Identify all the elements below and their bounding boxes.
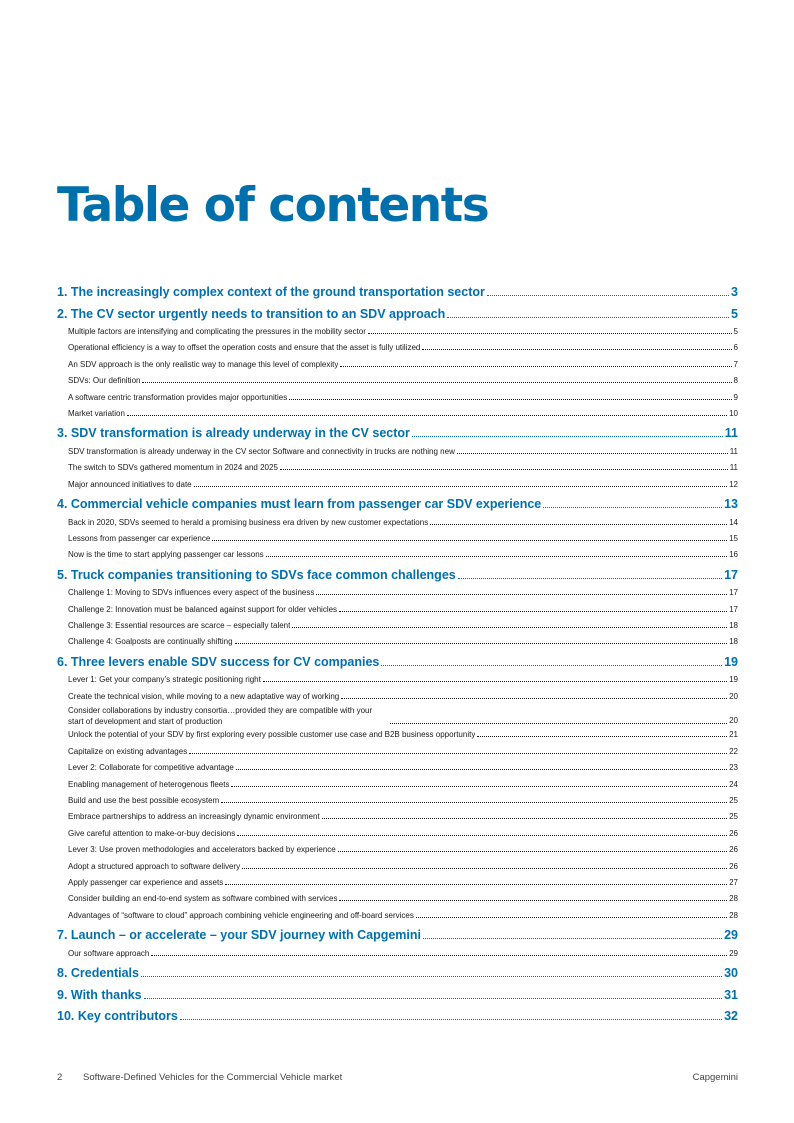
table-of-contents (57, 282, 738, 1027)
toc-entry-label: Adopt a structured approach to software delivery (68, 861, 241, 871)
toc-entry-label: A software centric transformation provides major opportunities (68, 392, 288, 402)
toc-entry-label: Unlock the potential of your SDV by first exploring every possible customer use case and B2B business opportunity (68, 730, 476, 740)
toc-entry-page-number: 5 (731, 306, 738, 321)
toc-subsection-entry[interactable] (57, 585, 738, 601)
toc-subsection-entry[interactable] (57, 340, 738, 356)
toc-subsection-entry[interactable] (57, 444, 738, 460)
toc-dot-leader (416, 911, 727, 918)
toc-entry-page-number: 3 (731, 285, 738, 299)
toc-dot-leader (141, 967, 722, 977)
page-title: Table of contents (57, 178, 489, 233)
toc-entry-page-number: 17 (729, 588, 738, 598)
toc-entry-label: Consider collaborations by industry consortia…provided they are compatible with your start of development and start of production (68, 706, 373, 727)
toc-section-entry[interactable] (57, 925, 738, 946)
toc-entry-page-number: 30 (724, 966, 738, 981)
toc-dot-leader (316, 588, 727, 595)
toc-entry-label: Advantages of “software to cloud” approach combining vehicle engineering and off-board services (68, 910, 414, 920)
toc-entry-page-number: 20 (729, 716, 738, 726)
toc-entry-page-number: 29 (724, 928, 738, 943)
toc-subsection-entry[interactable] (57, 373, 738, 389)
toc-entry-page-number: 14 (729, 517, 738, 527)
toc-subsection-entry[interactable] (57, 875, 738, 891)
toc-dot-leader (144, 988, 722, 998)
toc-entry-page-number: 16 (729, 550, 738, 560)
toc-dot-leader (487, 286, 729, 296)
toc-subsection-entry[interactable] (57, 946, 738, 962)
toc-entry-page-number: 23 (729, 763, 738, 773)
toc-entry-label: The switch to SDVs gathered momentum in 2024 and 2025 (68, 463, 278, 473)
toc-entry-page-number: 26 (729, 861, 738, 871)
toc-entry-label: Back in 2020, SDVs seemed to herald a promising business era driven by new customer expectations (68, 517, 429, 527)
toc-dot-leader (339, 894, 727, 901)
toc-subsection-entry[interactable] (57, 634, 738, 650)
toc-subsection-entry[interactable] (57, 760, 738, 776)
toc-entry-page-number: 20 (729, 691, 738, 701)
toc-subsection-entry[interactable] (57, 618, 738, 634)
toc-subsection-entry[interactable] (57, 531, 738, 547)
toc-entry-page-number: 8 (733, 376, 738, 386)
toc-entry-label: 10. Key contributors (57, 1009, 178, 1024)
toc-entry-label: Create the technical vision, while moving to a new adaptative way of working (68, 691, 340, 701)
toc-entry-label: Give careful attention to make-or-buy decisions (68, 828, 236, 838)
toc-dot-leader (457, 447, 728, 454)
toc-dot-leader (322, 812, 727, 819)
toc-entry-page-number: 17 (724, 567, 738, 582)
toc-entry-page-number: 18 (729, 637, 738, 647)
toc-subsection-entry[interactable] (57, 390, 738, 406)
toc-dot-leader (212, 534, 727, 541)
toc-entry-page-number: 5 (733, 327, 738, 336)
toc-entry-label: SDVs: Our definition (68, 376, 141, 386)
toc-section-entry[interactable] (57, 652, 738, 673)
toc-subsection-entry[interactable] (57, 324, 738, 340)
toc-entry-label: 6. Three levers enable SDV success for CV companies (57, 654, 380, 669)
toc-subsection-entry[interactable] (57, 809, 738, 825)
toc-section-entry[interactable] (57, 963, 738, 984)
toc-dot-leader (477, 730, 727, 737)
toc-dot-leader (180, 1010, 722, 1020)
toc-dot-leader (368, 327, 732, 334)
toc-entry-page-number: 15 (729, 533, 738, 543)
toc-entry-label: Capitalize on existing advantages (68, 746, 188, 756)
toc-entry-label: 5. Truck companies transitioning to SDVs face common challenges (57, 567, 456, 582)
toc-entry-label: Multiple factors are intensifying and complicating the pressures in the mobility sector (68, 327, 366, 336)
toc-entry-label: 4. Commercial vehicle companies must learn from passenger car SDV experience (57, 497, 542, 512)
toc-dot-leader (458, 568, 722, 578)
toc-entry-page-number: 26 (729, 828, 738, 838)
toc-entry-label: An SDV approach is the only realistic way to manage this level of complexity (68, 359, 339, 369)
footer-document-title: Software-Defined Vehicles for the Commercial Vehicle market (83, 1072, 343, 1083)
toc-dot-leader (341, 692, 727, 699)
toc-entry-page-number: 10 (729, 408, 738, 418)
toc-dot-leader (289, 393, 731, 400)
toc-entry-page-number: 29 (729, 948, 738, 958)
toc-entry-page-number: 17 (729, 604, 738, 614)
toc-dot-leader (338, 845, 727, 852)
toc-entry-label: Embrace partnerships to address an increasingly dynamic environment (68, 812, 320, 822)
toc-entry-page-number: 6 (733, 343, 738, 353)
toc-section-entry[interactable] (57, 494, 738, 515)
toc-entry-label: Consider building an end-to-end system as software combined with services (68, 894, 338, 904)
toc-dot-leader (263, 675, 727, 682)
toc-subsection-entry[interactable] (57, 859, 738, 875)
toc-entry-page-number: 24 (729, 779, 738, 789)
toc-subsection-entry[interactable] (57, 672, 738, 688)
toc-subsection-entry[interactable] (57, 908, 738, 924)
toc-subsection-entry[interactable] (57, 406, 738, 422)
toc-subsection-entry[interactable] (57, 460, 738, 476)
toc-subsection-entry[interactable] (57, 744, 738, 760)
toc-dot-leader (242, 862, 727, 869)
toc-dot-leader (194, 480, 727, 487)
toc-entry-label: Lever 1: Get your company’s strategic positioning right (68, 675, 261, 685)
toc-entry-label: Now is the time to start applying passenger car lessons (68, 550, 264, 560)
toc-entry-page-number: 19 (729, 675, 738, 685)
toc-subsection-entry[interactable] (57, 547, 738, 563)
toc-entry-page-number: 22 (729, 746, 738, 756)
toc-entry-label: Lessons from passenger car experience (68, 533, 211, 543)
page-footer (57, 1072, 738, 1083)
toc-entry-page-number: 27 (729, 877, 738, 887)
toc-entry-page-number: 11 (724, 426, 738, 441)
toc-section-entry[interactable] (57, 1006, 738, 1027)
toc-dot-leader (423, 929, 722, 939)
toc-entry-label: 9. With thanks (57, 987, 142, 1002)
toc-entry-page-number: 9 (733, 392, 738, 402)
toc-subsection-entry[interactable] (57, 777, 738, 793)
toc-dot-leader (231, 780, 727, 787)
toc-entry-page-number: 25 (729, 796, 738, 805)
toc-entry-label: Challenge 2: Innovation must be balanced against support for older vehicles (68, 604, 338, 614)
toc-section-entry[interactable] (57, 304, 738, 325)
toc-entry-label: Lever 2: Collaborate for competitive advantage (68, 763, 234, 773)
toc-section-entry[interactable] (57, 282, 738, 303)
toc-dot-leader (280, 463, 728, 470)
toc-subsection-entry[interactable] (57, 891, 738, 907)
toc-dot-leader (151, 949, 727, 956)
toc-entry-label: Challenge 1: Moving to SDVs influences every aspect of the business (68, 588, 315, 598)
toc-dot-leader (447, 307, 729, 317)
toc-entry-page-number: 25 (729, 812, 738, 822)
toc-entry-page-number: 21 (729, 730, 738, 740)
toc-entry-page-number: 19 (724, 654, 738, 669)
toc-entry-label: 3. SDV transformation is already underway in the CV sector (57, 426, 410, 441)
footer-page-number: 2 (57, 1072, 63, 1083)
toc-subsection-entry[interactable] (57, 727, 738, 743)
toc-entry-label: Major announced initiatives to date (68, 479, 192, 489)
footer-brand: Capgemini (692, 1072, 738, 1083)
toc-entry-label: 8. Credentials (57, 966, 139, 981)
toc-entry-page-number: 28 (729, 894, 738, 904)
toc-entry-page-number: 11 (729, 446, 738, 456)
toc-subsection-entry[interactable] (57, 793, 738, 809)
toc-entry-page-number: 11 (729, 463, 738, 473)
toc-subsection-entry[interactable] (57, 842, 738, 858)
toc-dot-leader (543, 498, 722, 508)
toc-dot-leader (225, 878, 727, 885)
toc-entry-page-number: 18 (729, 620, 738, 630)
toc-entry-page-number: 31 (724, 987, 738, 1002)
toc-dot-leader (266, 550, 727, 557)
toc-dot-leader (237, 829, 727, 836)
toc-dot-leader (221, 796, 727, 803)
toc-entry-label: Operational efficiency is a way to offset the operation costs and ensure that the asset is fully utilized (68, 343, 421, 353)
toc-entry-label: Build and use the best possible ecosystem (68, 796, 220, 805)
toc-dot-leader (422, 343, 731, 350)
toc-entry-label: Market variation (68, 408, 125, 418)
toc-entry-label: 2. The CV sector urgently needs to transition to an SDV approach (57, 306, 446, 321)
toc-entry-page-number: 26 (729, 845, 738, 855)
toc-dot-leader (381, 655, 722, 665)
toc-subsection-entry[interactable] (57, 705, 738, 727)
toc-subsection-entry[interactable] (57, 515, 738, 531)
toc-entry-label: Enabling management of heterogenous fleets (68, 779, 230, 789)
toc-subsection-entry[interactable] (57, 826, 738, 842)
toc-section-entry[interactable] (57, 565, 738, 586)
toc-dot-leader (430, 518, 727, 525)
toc-dot-leader (412, 427, 723, 437)
toc-section-entry[interactable] (57, 423, 738, 444)
toc-entry-label: 7. Launch – or accelerate – your SDV journey with Capgemini (57, 928, 421, 943)
toc-dot-leader (142, 376, 731, 383)
toc-entry-label: SDV transformation is already underway in the CV sector Software and connectivity in trucks are nothing new (68, 446, 455, 456)
toc-dot-leader (292, 621, 727, 628)
toc-dot-leader (339, 605, 727, 612)
toc-entry-label: Lever 3: Use proven methodologies and accelerators backed by experience (68, 845, 336, 855)
toc-subsection-entry[interactable] (57, 689, 738, 705)
toc-entry-page-number: 13 (724, 497, 738, 512)
toc-dot-leader (235, 637, 728, 644)
toc-dot-leader (189, 747, 727, 754)
toc-dot-leader (340, 360, 731, 367)
toc-entry-label: Apply passenger car experience and assets (68, 877, 224, 887)
toc-subsection-entry[interactable] (57, 602, 738, 618)
toc-section-entry[interactable] (57, 985, 738, 1006)
toc-subsection-entry[interactable] (57, 357, 738, 373)
toc-entry-page-number: 32 (724, 1009, 738, 1024)
toc-entry-label: 1. The increasingly complex context of the ground transportation sector (57, 285, 485, 299)
toc-entry-label: Challenge 4: Goalposts are continually shifting (68, 637, 233, 647)
toc-entry-page-number: 12 (729, 479, 738, 489)
toc-entry-page-number: 7 (733, 359, 738, 369)
toc-entry-page-number: 28 (729, 910, 738, 920)
toc-entry-label: Challenge 3: Essential resources are scarce – especially talent (68, 620, 291, 630)
toc-subsection-entry[interactable] (57, 477, 738, 493)
toc-dot-leader (390, 717, 727, 724)
toc-entry-label: Our software approach (68, 948, 150, 958)
toc-dot-leader (127, 409, 727, 416)
toc-dot-leader (236, 763, 727, 770)
